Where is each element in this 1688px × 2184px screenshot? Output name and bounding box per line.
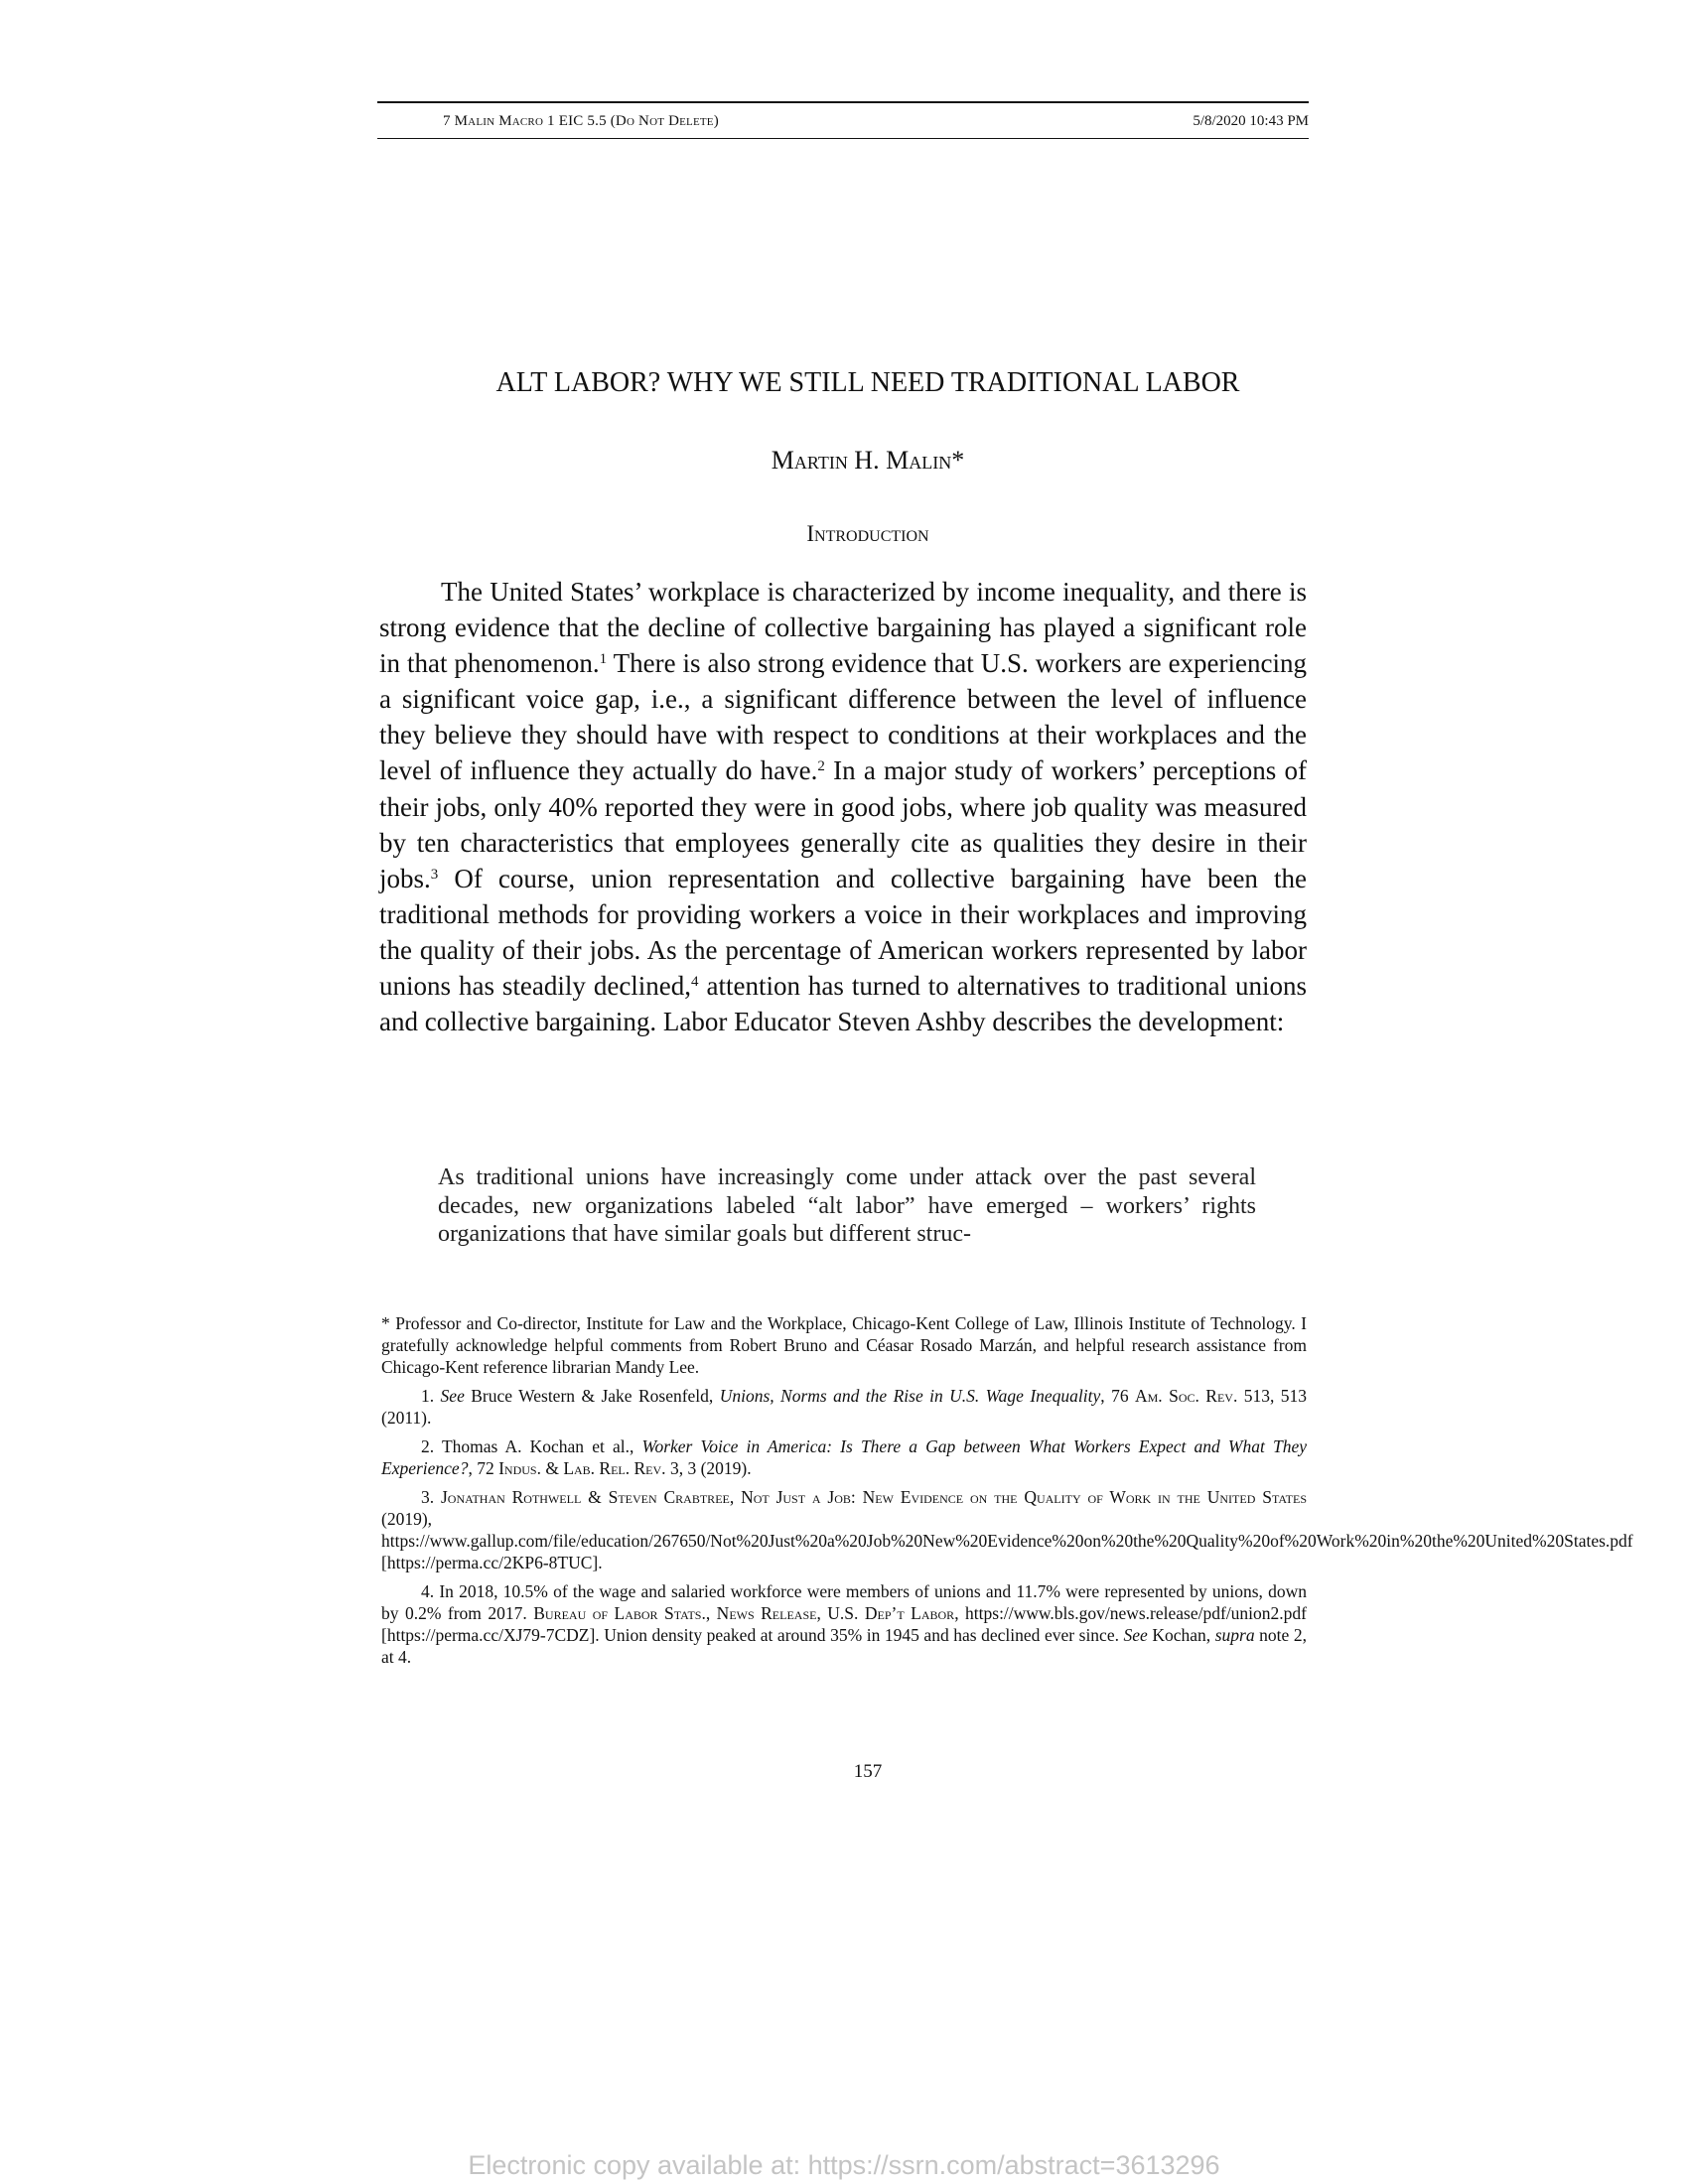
- section-heading: Introduction: [806, 521, 929, 546]
- footnote-number: 3.: [421, 1487, 435, 1507]
- footnote-3: [381, 1486, 1633, 1573]
- article-title: ALT LABOR? WHY WE STILL NEED TRADITIONAL LABOR: [495, 367, 1240, 398]
- journal-name: Am. Soc. Rev.: [1135, 1386, 1238, 1406]
- signal: supra: [1214, 1625, 1255, 1645]
- footnote-text: Thomas A. Kochan et al.,: [434, 1436, 642, 1456]
- body-paragraph: [379, 574, 1307, 1039]
- header-timestamp: 5/8/2020 10:43 PM: [1193, 113, 1309, 129]
- cited-title: Bureau of Labor Stats., News Release, U.S. Dep’t Labor: [533, 1603, 955, 1623]
- footnote-ref-2[interactable]: 2: [817, 758, 825, 775]
- article-author: Martin H. Malin*: [771, 446, 965, 475]
- body-text: Of course, union representation and collective bargaining have been the traditional methods for providing workers a voice in their workplaces and improving the quality of their jobs. As the percentage of American workers represented by labor unions has steadily declined,: [379, 863, 1307, 1002]
- cited-title: Worker Voice in America: Is There a Gap between What Workers Expect and What They Experience?: [381, 1436, 1307, 1478]
- footnote-text: Kochan,: [1147, 1625, 1215, 1645]
- body-text: The United States’ workplace is characterized by income inequality, and there is strong evidence that the decline of collective bargaining has played a significant role in that phenomenon.: [379, 577, 1307, 679]
- running-header: [377, 101, 1309, 139]
- body-text: In a major study of workers’ perceptions of their jobs, only 40% reported they were in good jobs, where job quality was measured by ten characteristics that employees generally cite as qualities they desire in their jobs.: [379, 755, 1307, 893]
- footnote-ref-4[interactable]: 4: [691, 974, 699, 991]
- footnote-ref-3[interactable]: 3: [430, 866, 439, 883]
- footnote-text: , https://www.bls.gov/news.release/pdf/union2.pdf [https://perma.cc/XJ79-7CDZ]. Union density peaked at around 35% in 1945 and has declined ever since.: [381, 1603, 1307, 1645]
- footnote-text: , 72: [468, 1458, 499, 1478]
- footnote-text: (2019), https://www.gallup.com/file/education/267650/Not%20Just%20a%20Job%20New%20Evidence%20on%20the%20Quality%20of%20Work%20in%20the%20United%20States.pdf [https://perma.cc/2KP6-8TUC].: [381, 1509, 1633, 1572]
- header-file-label: 7 Malin Macro 1 EIC 5.5 (Do Not Delete): [443, 113, 719, 129]
- journal-name: Indus. & Lab. Rel. Rev.: [498, 1458, 666, 1478]
- signal: See: [1123, 1625, 1148, 1645]
- footnote-number: 1.: [421, 1386, 435, 1406]
- footnote-text: 513, 513 (2011).: [381, 1386, 1308, 1428]
- footnote-text: 3, 3 (2019).: [665, 1458, 752, 1478]
- footnote-4: [381, 1580, 1307, 1668]
- signal: See: [440, 1386, 465, 1406]
- footnote-number: 2.: [421, 1436, 435, 1456]
- footnote-2: [381, 1435, 1307, 1479]
- footnote-ref-1[interactable]: 1: [599, 651, 608, 668]
- footnote-text: In 2018, 10.5% of the wage and salaried workforce were members of unions and 11.7% were represented by unions, down by 0.2% from 2017.: [381, 1581, 1307, 1623]
- cited-title: Unions, Norms and the Rise in U.S. Wage Inequality: [719, 1386, 1101, 1406]
- body-text: attention has turned to alternatives to traditional unions and collective bargaining. Labor Educator Steven Ashby describes the development:: [379, 971, 1308, 1037]
- footnote-text: Bruce Western & Jake Rosenfeld,: [464, 1386, 720, 1406]
- footnote-number: 4.: [421, 1581, 435, 1601]
- footnotes: [381, 1312, 1633, 1675]
- cited-title: Jonathan Rothwell & Steven Crabtree, Not Just a Job: New Evidence on the Quality of Work in the United States: [434, 1487, 1307, 1507]
- ssrn-watermark: Electronic copy available at: https://ssrn.com/abstract=3613296: [468, 2150, 1220, 2180]
- footnote-text: , 76: [1100, 1386, 1135, 1406]
- page-number: 157: [853, 1761, 883, 1782]
- footnote-text: note 2, at 4.: [381, 1625, 1307, 1667]
- body-text: There is also strong evidence that U.S. workers are experiencing a significant voice gap, i.e., a significant difference between the level of influence they believe they should have with respect to conditions at their workplaces and the level of influence they actually do have.: [379, 648, 1308, 786]
- footnote-1: [381, 1385, 1307, 1429]
- block-quote: As traditional unions have increasingly come under attack over the past several decades, new organizations labeled “alt labor” have emerged – workers’ rights organizations that have similar goals but different struc-: [438, 1164, 1256, 1247]
- footnote-star: * Professor and Co-director, Institute for Law and the Workplace, Chicago-Kent College of Law, Illinois Institute of Technology. I gratefully acknowledge helpful comments from Robert Bruno and Céasar Rosado Marzán, and helpful research assistance from Chicago-Kent reference librarian Mandy Lee.: [381, 1313, 1307, 1377]
